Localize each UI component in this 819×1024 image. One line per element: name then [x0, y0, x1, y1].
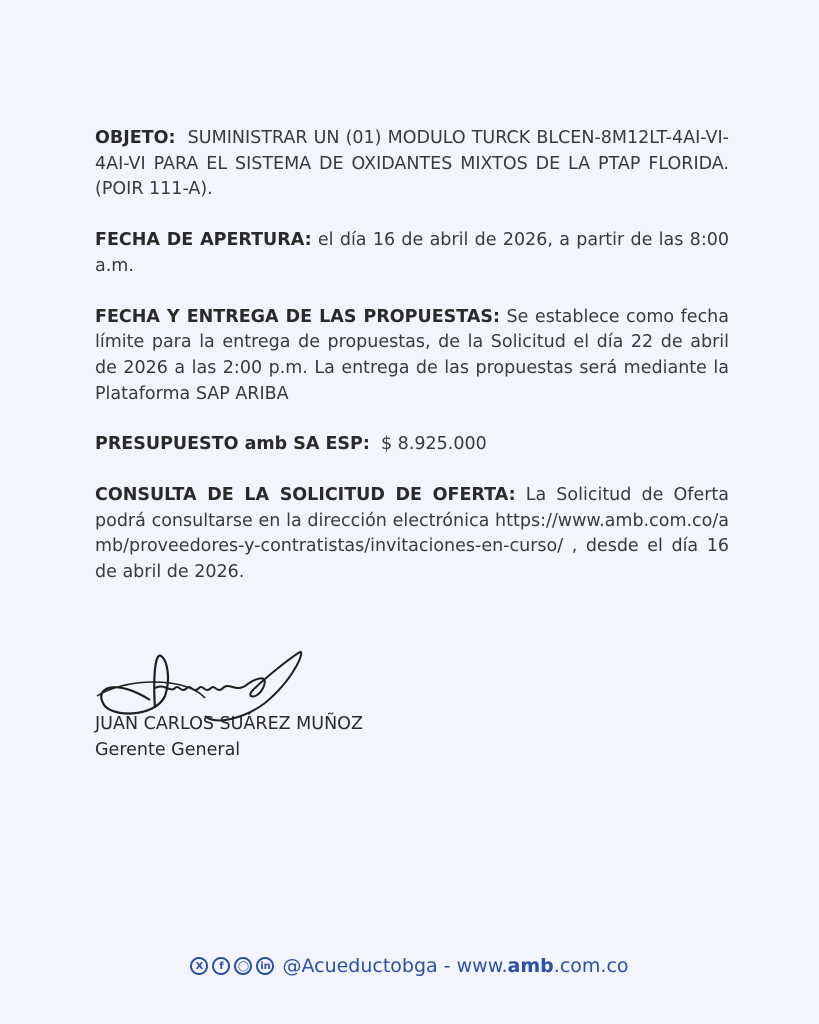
objeto-paragraph	[95, 126, 735, 203]
footer-domain-rest[interactable]: .com.co	[553, 955, 629, 977]
apertura-paragraph	[95, 228, 729, 279]
document-body	[95, 126, 735, 611]
objeto-label: OBJETO:	[95, 128, 176, 148]
apertura-label: FECHA DE APERTURA:	[95, 230, 312, 251]
facebook-icon[interactable]: f	[212, 957, 230, 975]
footer-handle[interactable]: @Acueductobga - www.	[282, 955, 508, 977]
consulta-paragraph	[95, 483, 729, 586]
consulta-label: CONSULTA DE LA SOLICITUD DE OFERTA:	[95, 485, 516, 506]
presupuesto-paragraph	[95, 432, 729, 458]
consulta-text-after: , desde el día 16 de abril de 2026.	[95, 536, 729, 583]
consulta-text: La Solicitud de Oferta podrá consultarse en la dirección electrónica	[95, 485, 729, 531]
instagram-icon[interactable]: ◯	[234, 957, 252, 975]
signature-block	[95, 648, 455, 768]
signer-role: Gerente General	[95, 740, 241, 760]
social-icons	[190, 957, 278, 975]
footer	[0, 955, 819, 977]
signer-name: JUAN CARLOS SUÁREZ MUÑOZ	[95, 714, 363, 734]
apertura-text: el día 16 de abril de 2026, a partir de las 8:00 a.m.	[95, 230, 729, 276]
consulta-url[interactable]: https://www.amb.com.co/amb/proveedores-y-contratistas/invitaciones-en-curso/	[95, 510, 729, 557]
presupuesto-text: $ 8.925.000	[369, 434, 487, 455]
linkedin-icon[interactable]: in	[256, 957, 274, 975]
entrega-label: FECHA Y ENTREGA DE LAS PROPUESTAS:	[95, 306, 501, 327]
objeto-text: SUMINISTRAR UN (01) MODULO TURCK BLCEN-8M12LT-4AI-VI-4AI-VI PARA EL SISTEMA DE OXIDANTES MIXTOS DE LA PTAP FLORIDA. (POIR 111-A).	[95, 128, 735, 200]
entrega-text: Se establece como fecha límite para la entrega de propuestas, de la Solicitud el día 22 de abril de 2026 a las 2:00 p.m. La entrega de las propuestas será mediante la Plataforma SAP ARIBA	[95, 306, 730, 404]
presupuesto-label: PRESUPUESTO amb SA ESP:	[95, 434, 370, 455]
footer-domain-bold[interactable]: amb	[507, 955, 554, 977]
x-icon[interactable]: X	[190, 957, 208, 975]
entrega-paragraph	[95, 305, 729, 408]
